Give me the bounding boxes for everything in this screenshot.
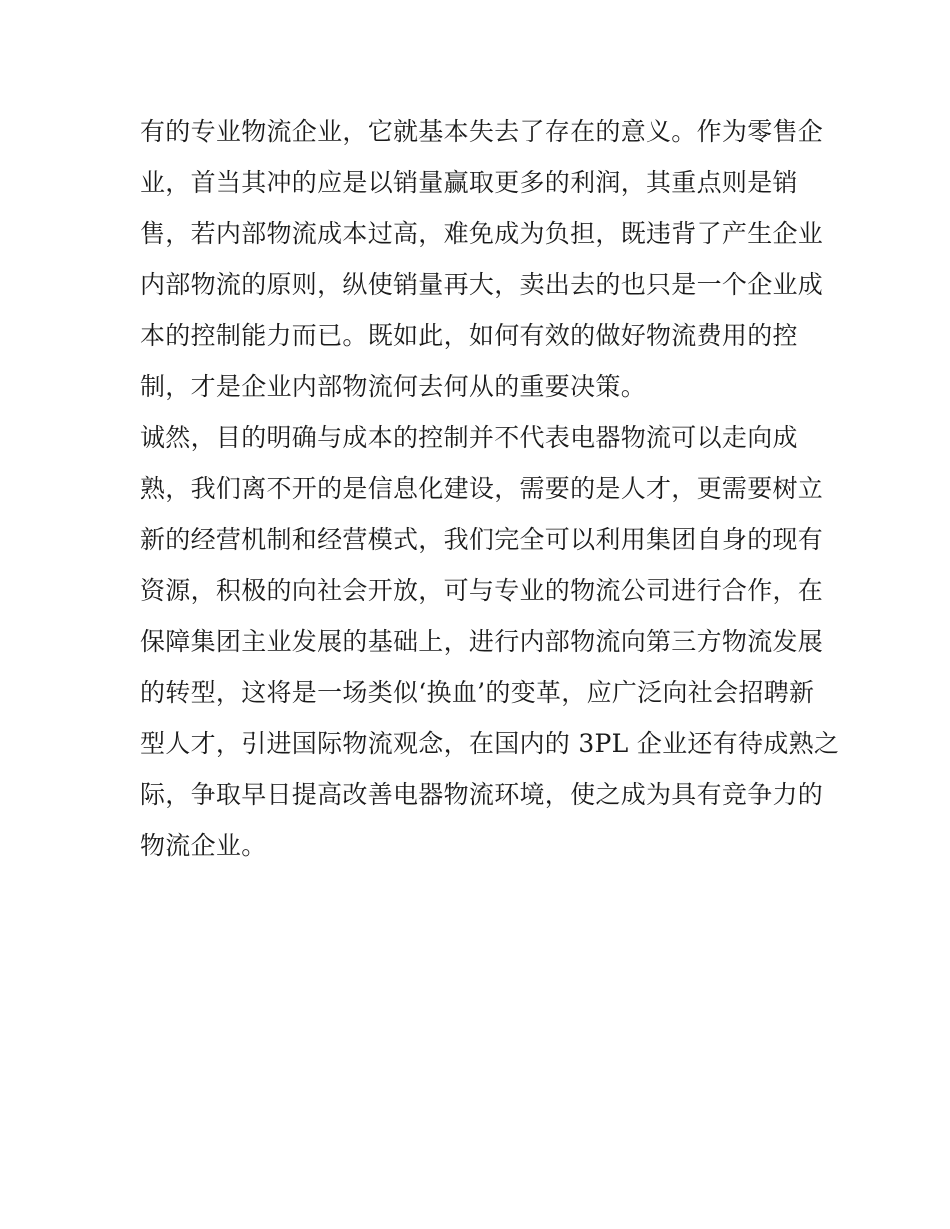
text-line: 制，才是企业内部物流何去何从的重要决策。	[140, 372, 647, 401]
paragraph-2	[140, 412, 840, 871]
text-line: 有的专业物流企业，它就基本失去了存在的意义。作为零售企	[140, 117, 824, 146]
text-line: 物流企业。	[140, 831, 267, 860]
document-body	[140, 106, 840, 871]
text-line: 保障集团主业发展的基础上，进行内部物流向第三方物流发展	[140, 627, 824, 656]
text-line: 新的经营机制和经营模式，我们完全可以利用集团自身的现有	[140, 525, 824, 554]
text-line: 的转型，这将是一场类似‘换血’的变革，应广泛向社会招聘新	[140, 678, 815, 707]
text-line: 型人才，引进国际物流观念，在国内的 3PL 企业还有待成熟之	[140, 729, 840, 758]
paragraph-1	[140, 106, 824, 412]
text-line: 业，首当其冲的应是以销量赢取更多的利润，其重点则是销	[140, 168, 798, 197]
text-line: 内部物流的原则，纵使销量再大，卖出去的也只是一个企业成	[140, 270, 824, 299]
text-line: 本的控制能力而已。既如此，如何有效的做好物流费用的控	[140, 321, 798, 350]
text-line: 际，争取早日提高改善电器物流环境，使之成为具有竞争力的	[140, 780, 824, 809]
text-line: 熟，我们离不开的是信息化建设，需要的是人才，更需要树立	[140, 474, 824, 503]
text-line: 售，若内部物流成本过高，难免成为负担，既违背了产生企业	[140, 219, 824, 248]
text-line: 诚然，目的明确与成本的控制并不代表电器物流可以走向成	[140, 423, 798, 452]
text-line: 资源，积极的向社会开放，可与专业的物流公司进行合作，在	[140, 576, 824, 605]
